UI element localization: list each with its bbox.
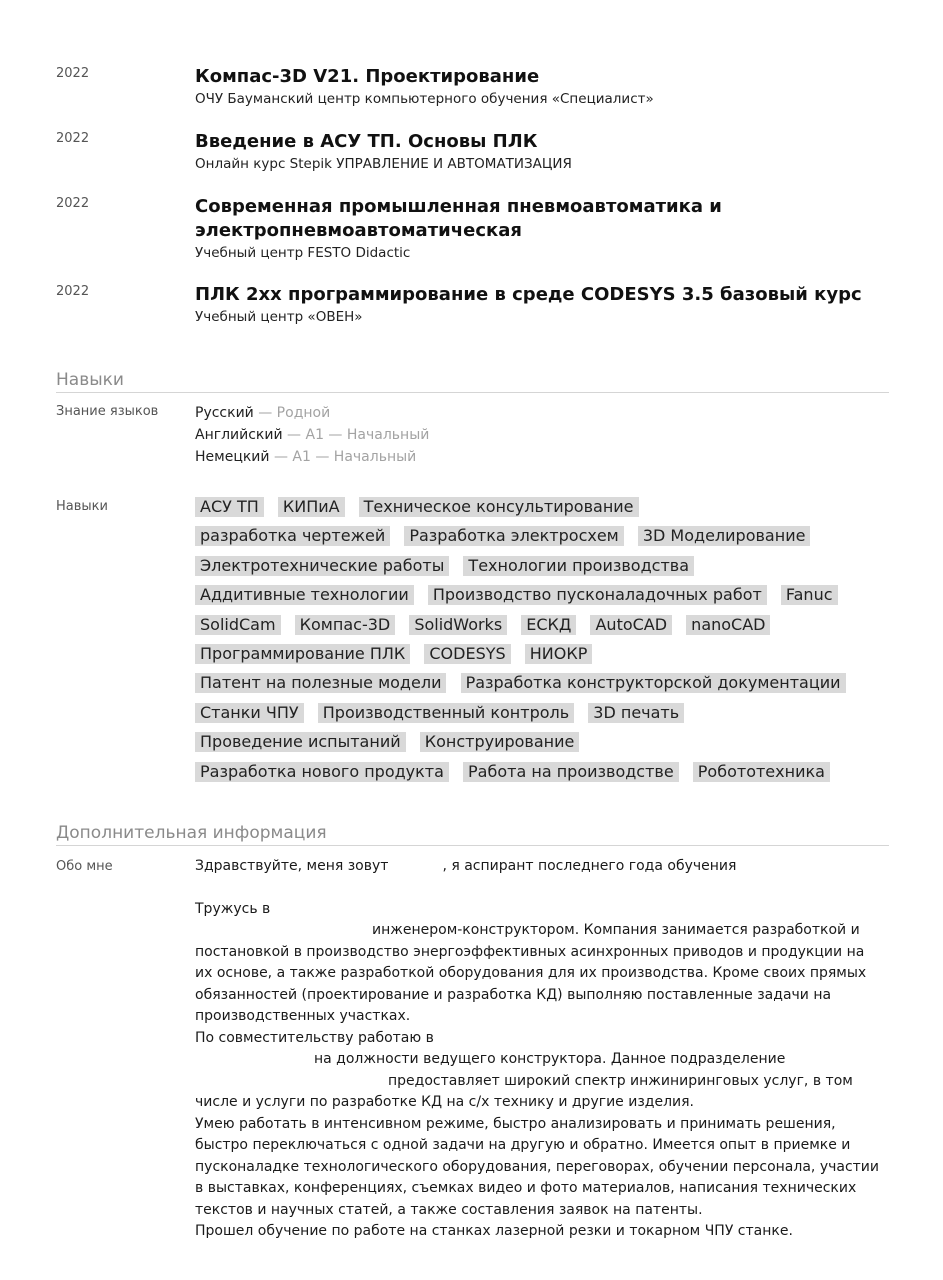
about-line: предоставляет широкий спектр инжиниринговых услуг, в том [388, 1072, 853, 1089]
skill-tag: nanoCAD [686, 615, 770, 635]
language-level: — A1 — Начальный [282, 427, 430, 443]
skills-tag-list [195, 492, 855, 786]
about-line: быстро переключаться с одной задачи на другую и обратно. Имеется опыт в приемке и [195, 1137, 851, 1153]
about-line: на должности ведущего конструктора. Данное подразделение [314, 1051, 786, 1067]
skill-tag: Работа на производстве [463, 762, 679, 782]
section-title-skills: Навыки [56, 370, 889, 393]
course-year: 2022 [56, 196, 90, 211]
about-label: Обо мне [56, 859, 113, 874]
skill-tag: Разработка конструкторской документации [461, 673, 846, 693]
course-title: ПЛК 2хх программирование в среде CODESYS 3.5 базовый курс [195, 284, 862, 305]
about-text-fragment: Здравствуйте, меня зовут [195, 858, 389, 874]
skill-tag: 3D Моделирование [638, 526, 811, 546]
course-org: Онлайн курс Stepik УПРАВЛЕНИЕ И АВТОМАТИЗАЦИЯ [195, 156, 572, 172]
about-line: По совместительству работаю в [195, 1029, 434, 1046]
skill-tag: SolidWorks [409, 615, 507, 635]
skill-tag: НИОКР [525, 644, 593, 664]
course-entry [195, 195, 885, 263]
language-name: Английский [195, 427, 283, 443]
section-title-additional: Дополнительная информация [56, 823, 889, 846]
language-item [195, 446, 429, 468]
course-title: Введение в АСУ ТП. Основы ПЛК [195, 131, 538, 152]
about-line: постановкой в производство энергоэффективных асинхронных приводов и продукции на [195, 943, 865, 960]
about-text-fragment: Тружусь в [195, 900, 271, 917]
skill-tag: ЕСКД [521, 615, 576, 635]
skill-tag: АСУ ТП [195, 497, 264, 517]
skill-tag: Компас-3D [295, 615, 396, 635]
skill-tag: SolidCam [195, 615, 281, 635]
skill-tag: Патент на полезные модели [195, 673, 446, 693]
course-title: Компас-3D V21. Проектирование [195, 66, 540, 87]
course-year: 2022 [56, 131, 90, 146]
skill-tag: Производственный контроль [318, 703, 574, 723]
course-entry [195, 65, 885, 109]
skill-tag: КИПиА [278, 497, 345, 517]
course-org: ОЧУ Бауманский центр компьютерного обучения «Специалист» [195, 91, 654, 107]
skill-tag: Разработка нового продукта [195, 762, 449, 782]
languages-list [195, 402, 429, 468]
about-line [195, 899, 865, 921]
skill-tag: Техническое консультирование [359, 497, 639, 517]
course-year: 2022 [56, 66, 90, 81]
skill-tag: Программирование ПЛК [195, 644, 410, 664]
skill-tag: Электротехнические работы [195, 556, 449, 576]
course-org: Учебный центр FESTO Didactic [195, 245, 411, 261]
language-name: Немецкий [195, 449, 270, 465]
about-line: их основе, а также разработкой оборудования для их производства. Кроме своих прямых [195, 965, 867, 981]
about-text-fragment: , я аспирант последнего года обучения [442, 858, 737, 874]
skills-label: Навыки [56, 499, 108, 514]
language-name: Русский [195, 405, 254, 421]
about-line: Прошел обучение по работе на станках лазерной резки и токарном ЧПУ станке. [195, 1223, 793, 1239]
course-entry [195, 130, 885, 174]
about-line [195, 856, 865, 878]
about-line: пусконаладке технологического оборудования, переговорах, обучении персонала, участии [195, 1158, 880, 1175]
about-line: текстов и научных статей, а также составления заявок на патенты. [195, 1201, 703, 1218]
language-item [195, 424, 429, 446]
skill-tag: Станки ЧПУ [195, 703, 304, 723]
skill-tag: Робототехника [693, 762, 830, 782]
about-line: в выставках, конференциях, съемках видео и фото материалов, написания технических [195, 1180, 857, 1196]
skill-tag: Производство пусконаладочных работ [428, 585, 767, 605]
course-title: Современная промышленная пневмоавтоматика и [195, 196, 722, 217]
course-org: Учебный центр «ОВЕН» [195, 309, 363, 325]
course-title-line2: электропневмоавтоматическая [195, 220, 522, 241]
skill-tag: AutoCAD [590, 615, 672, 635]
skill-tag: Конструирование [420, 732, 580, 752]
skill-tag: разработка чертежей [195, 526, 390, 546]
about-line: инженером-конструктором. Компания занимается разработкой и [372, 922, 860, 938]
about-line: числе и услуги по разработке КД на с/х технику и другие изделия. [195, 1094, 694, 1110]
skill-tag: CODESYS [424, 644, 510, 664]
about-line: производственных участках. [195, 1008, 411, 1024]
language-item [195, 402, 429, 424]
skill-tag: 3D печать [588, 703, 684, 723]
about-line: обязанностей (проектирование и разработка КД) выполняю поставленные задачи на [195, 986, 832, 1003]
skill-tag: Аддитивные технологии [195, 585, 414, 605]
skill-tag: Разработка электросхем [404, 526, 623, 546]
skill-tag: Проведение испытаний [195, 732, 406, 752]
languages-label: Знание языков [56, 404, 159, 419]
course-year: 2022 [56, 284, 90, 299]
skill-tag: Технологии производства [463, 556, 694, 576]
course-entry [195, 283, 885, 327]
language-level: — A1 — Начальный [269, 449, 417, 465]
about-line: Умею работать в интенсивном режиме, быстро анализировать и принимать решения, [195, 1115, 836, 1132]
about-text [195, 856, 880, 1243]
skill-tag: Fanuc [781, 585, 838, 605]
language-level: — Родной [253, 405, 331, 421]
